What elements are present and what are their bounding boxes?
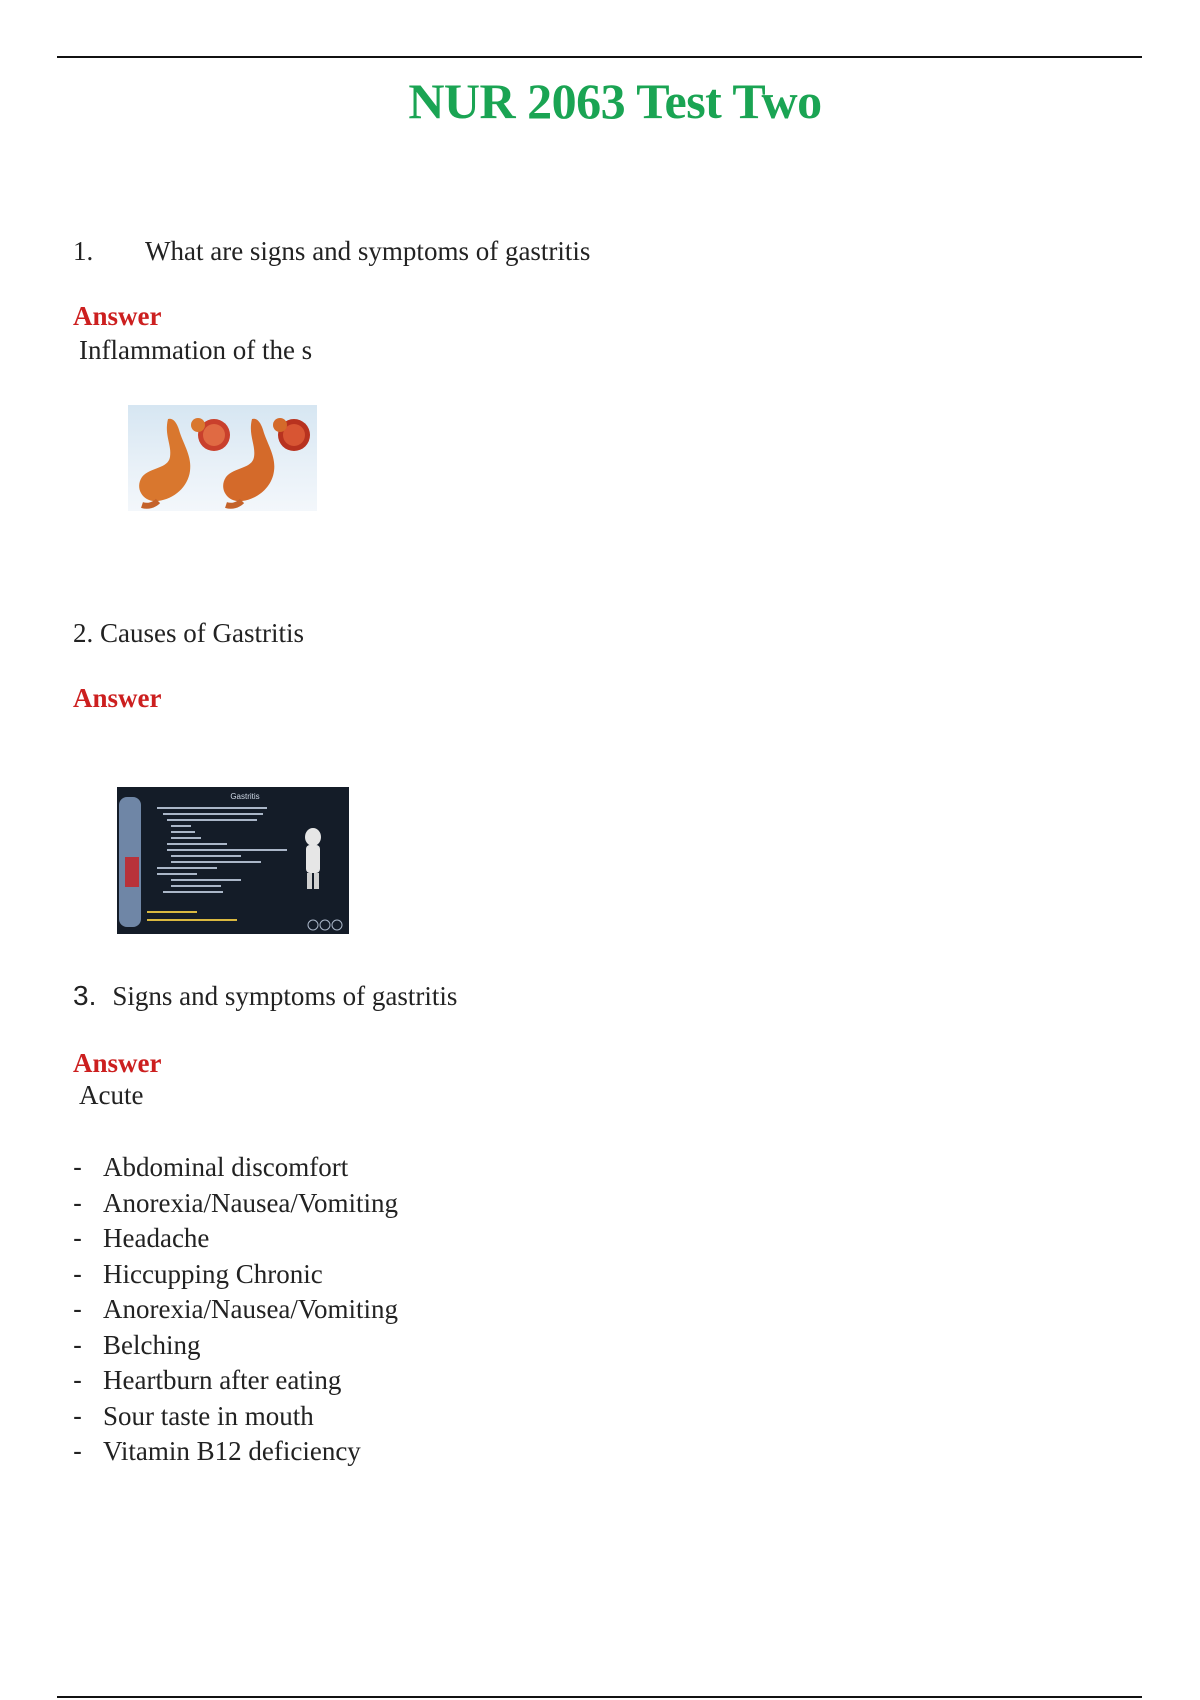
gastritis-slide-icon xyxy=(117,787,349,934)
stomach-illustration-icon xyxy=(128,405,317,511)
list-item: - Sour taste in mouth xyxy=(73,1400,314,1431)
bottom-rule xyxy=(57,1696,1142,1698)
slide-title: Gastritis xyxy=(230,792,260,801)
question-text: Causes of Gastritis xyxy=(100,618,304,648)
answer-label: Answer xyxy=(73,301,162,331)
question-text: Signs and symptoms of gastritis xyxy=(112,981,458,1011)
list-item: - Anorexia/Nausea/Vomiting xyxy=(73,1187,398,1218)
list-item: - Vitamin B12 deficiency xyxy=(73,1436,361,1466)
question-1 xyxy=(73,236,590,267)
list-item: - Heartburn after eating xyxy=(73,1365,342,1395)
page-title: NUR 2063 Test Two xyxy=(408,73,822,129)
question-number: 2. xyxy=(73,618,94,648)
top-rule xyxy=(57,56,1142,58)
answer-label: Answer xyxy=(73,1048,162,1078)
question-text: What are signs and symptoms of gastritis xyxy=(145,236,591,266)
question-number: 1. xyxy=(73,236,94,266)
list-item: - Headache xyxy=(73,1223,210,1253)
symptom-list xyxy=(73,1150,398,1470)
list-item: - Belching xyxy=(73,1329,201,1360)
list-item: - Hiccupping Chronic xyxy=(73,1258,323,1289)
question-3 xyxy=(73,980,457,1012)
list-item: - Abdominal discomfort xyxy=(73,1152,349,1182)
list-item: - Anorexia/Nausea/Vomiting xyxy=(73,1294,398,1324)
answer-text: Inflammation of the s xyxy=(79,335,313,365)
question-2 xyxy=(73,618,304,649)
answer-text: Acute xyxy=(79,1080,144,1110)
answer-label: Answer xyxy=(73,683,162,713)
question-number: 3. xyxy=(73,980,97,1011)
